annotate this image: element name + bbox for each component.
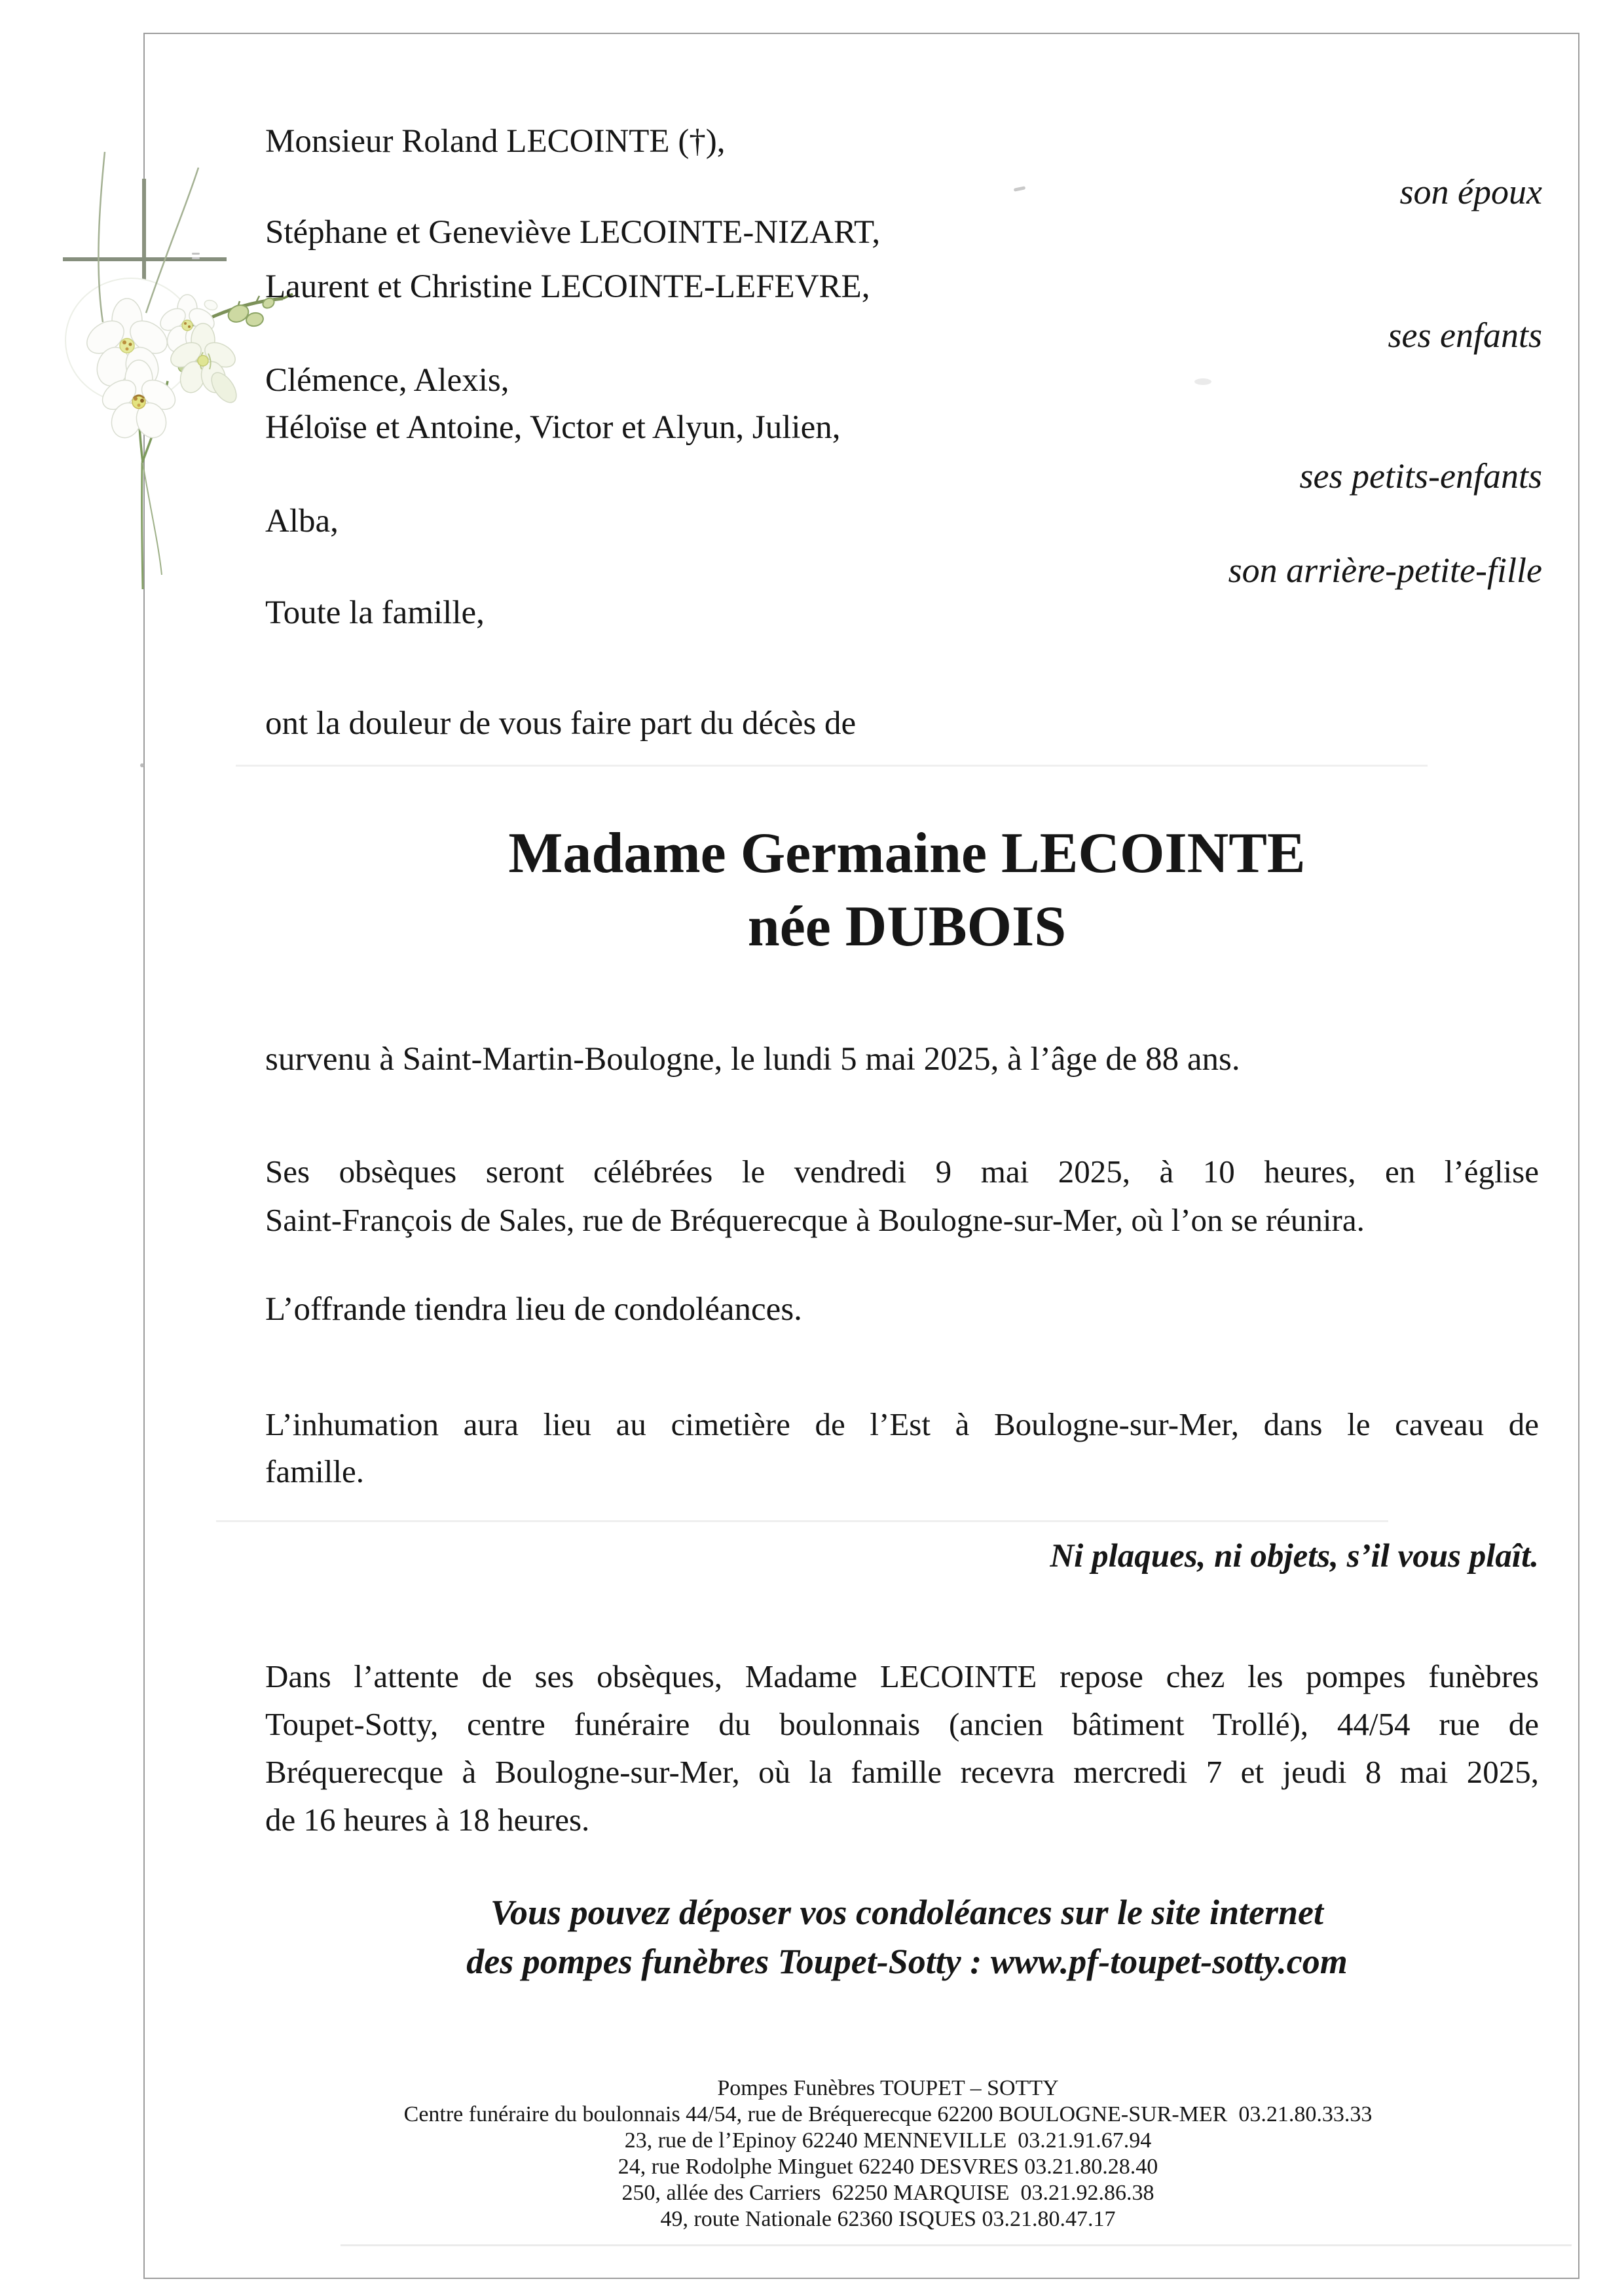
children-line-2: Laurent et Christine LECOINTE-LEFEVRE, xyxy=(265,268,870,305)
deceased-name-line1: Madame Germaine LECOINTE xyxy=(508,822,1306,885)
scan-artifact-streak xyxy=(236,765,1428,767)
scan-artifact-smudge xyxy=(1194,378,1211,385)
scan-artifact-streak xyxy=(341,2244,1572,2246)
deceased-name-line2: née DUBOIS xyxy=(747,895,1067,958)
scan-artifact-streak xyxy=(216,1520,1388,1522)
intro-line: ont la douleur de vous faire part du décès de xyxy=(265,705,857,742)
death-notice-line: survenu à Saint-Martin-Boulogne, le lundi 5 mai 2025, à l’âge de 88 ans. xyxy=(265,1041,1240,1078)
relation-label-great-granddaughter: son arrière-petite-fille xyxy=(1228,551,1542,590)
relation-label-grandchildren: ses petits-enfants xyxy=(1299,456,1542,496)
deceased-name xyxy=(265,817,1549,964)
request-line: Ni plaques, ni objets, s’il vous plaît. xyxy=(1050,1538,1539,1575)
relation-label-children: ses enfants xyxy=(1388,316,1542,355)
repose-paragraph: Dans l’attente de ses obsèques, Madame LECOINTE repose chez les pompes funèbres Toupet-Sotty, centre funéraire du boulonnais (ancien bâtiment Trollé), 44/54 rue de Bréquerecque à Boulogne-sur-Mer, où la famille recevra mercredi 7 et jeudi 8 mai 2025, de 16 heures à 18 heures. xyxy=(265,1658,1539,1838)
scan-artifact-dot xyxy=(140,763,144,767)
footer-addresses: Centre funéraire du boulonnais 44/54, rue de Bréquerecque 62200 BOULOGNE-SUR-MER 03.21.80.33.33 23, rue de l’Epinoy 62240 MENNEVILLE 03.21.91.67.94 24, rue Rodolphe Minguet 62240 DESVRES 03.21.80.28.40 250, allée des Carriers 62250 MARQUISE 03.21.92.86.38 49, route Nationale 62360 ISQUES 03.21.80.47.17 xyxy=(403,2102,1373,2231)
ceremony-paragraph: Ses obsèques seront célébrées le vendredi 9 mai 2025, à 10 heures, en l’église Saint-François de Sales, rue de Bréquerecque à Boulogne-sur-Mer, où l’on se réunira. xyxy=(265,1154,1539,1238)
footer-company: Pompes Funèbres TOUPET – SOTTY xyxy=(717,2076,1059,2100)
great-granddaughter-line: Alba, xyxy=(265,503,339,539)
scan-artifact-dash xyxy=(192,257,200,259)
burial-paragraph: L’inhumation aura lieu au cimetière de l’Est à Boulogne-sur-Mer, dans le caveau de famille. xyxy=(265,1406,1539,1489)
children-line-1: Stéphane et Geneviève LECOINTE-NIZART, xyxy=(265,214,881,251)
offering-line: L’offrande tiendra lieu de condoléances. xyxy=(265,1291,802,1328)
grandchildren-line-1: Clémence, Alexis, xyxy=(265,362,509,399)
footer xyxy=(161,2075,1615,2232)
grandchildren-line-2: Héloïse et Antoine, Victor et Alyun, Julien, xyxy=(265,409,841,446)
scan-artifact-dash xyxy=(192,253,200,255)
family-line: Toute la famille, xyxy=(265,594,485,631)
condolences-note: Vous pouvez déposer vos condoléances sur le site internet des pompes funèbres Toupet-Sotty : www.pf-toupet-sotty.com xyxy=(466,1893,1348,1981)
husband-line: Monsieur Roland LECOINTE (†), xyxy=(265,123,726,160)
relation-label-spouse: son époux xyxy=(1399,172,1542,211)
